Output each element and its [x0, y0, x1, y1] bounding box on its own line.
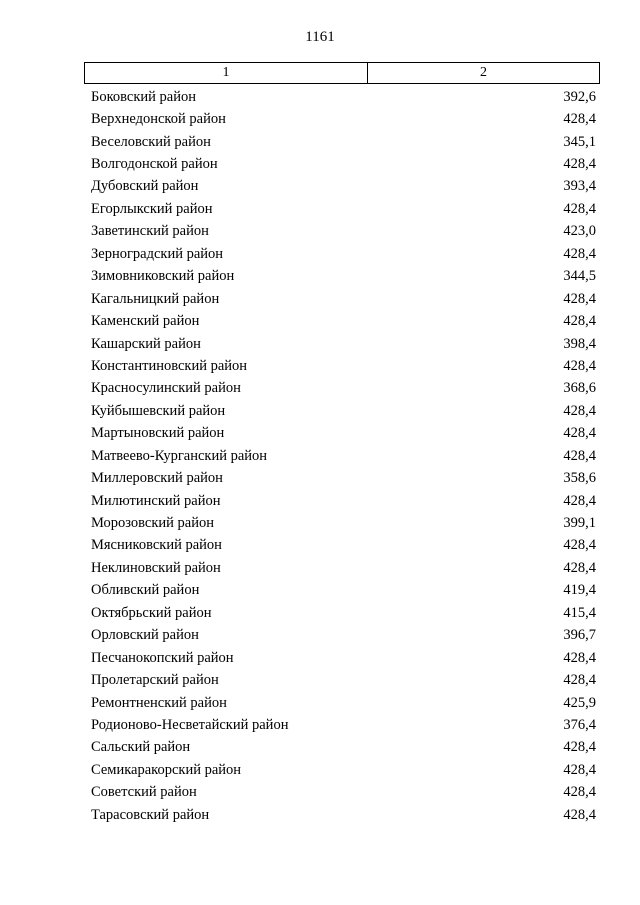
column-header-table	[84, 62, 600, 84]
district-value: 392,6	[563, 88, 596, 105]
table-row	[91, 198, 596, 220]
district-value: 345,1	[563, 133, 596, 150]
district-name: Заветинский район	[91, 223, 209, 240]
table-row	[91, 804, 596, 826]
district-value: 428,4	[563, 447, 596, 464]
district-name: Морозовский район	[91, 515, 215, 532]
column-header-2: 2	[368, 63, 600, 84]
district-value: 399,1	[563, 515, 596, 532]
table-row	[91, 535, 596, 557]
table-row	[91, 131, 596, 153]
table-row	[91, 759, 596, 781]
column-header-1: 1	[85, 63, 368, 84]
table-row	[91, 490, 596, 512]
district-value: 428,4	[563, 739, 596, 756]
district-value: 393,4	[563, 178, 596, 195]
district-name: Советский район	[91, 784, 197, 801]
district-value: 428,4	[563, 245, 596, 262]
district-value: 428,4	[563, 290, 596, 307]
table-row	[91, 625, 596, 647]
table-row	[91, 423, 596, 445]
district-name: Дубовский район	[91, 178, 199, 195]
district-name: Семикаракорский район	[91, 761, 242, 778]
district-value: 428,4	[563, 111, 596, 128]
table-row	[91, 445, 596, 467]
district-name: Сальский район	[91, 739, 191, 756]
district-name: Верхнедонской район	[91, 111, 226, 128]
district-name: Веселовский район	[91, 133, 211, 150]
table-row	[91, 266, 596, 288]
district-name: Константиновский район	[91, 357, 248, 374]
district-value: 396,7	[563, 627, 596, 644]
table-row	[91, 782, 596, 804]
district-name: Миллеровский район	[91, 470, 223, 487]
table-row	[91, 647, 596, 669]
district-value: 423,0	[563, 223, 596, 240]
table-row	[91, 669, 596, 691]
district-name: Песчанокопский район	[91, 649, 234, 666]
table-row	[91, 333, 596, 355]
table-row	[91, 288, 596, 310]
table-row	[91, 512, 596, 534]
district-name: Милютинский район	[91, 492, 221, 509]
district-name: Красносулинский район	[91, 380, 241, 397]
district-name: Ремонтненский район	[91, 694, 227, 711]
district-name: Орловский район	[91, 627, 199, 644]
district-value: 428,4	[563, 357, 596, 374]
district-value: 398,4	[563, 335, 596, 352]
table-row	[91, 310, 596, 332]
table-row	[91, 108, 596, 130]
district-name: Тарасовский район	[91, 806, 210, 823]
district-name: Боковский район	[91, 88, 196, 105]
table-row	[91, 602, 596, 624]
district-name: Пролетарский район	[91, 672, 219, 689]
district-value: 415,4	[563, 604, 596, 621]
table-row	[91, 221, 596, 243]
table-row	[91, 737, 596, 759]
district-name: Кагальницкий район	[91, 290, 220, 307]
district-name: Матвеево-Курганский район	[91, 447, 268, 464]
district-name: Зерноградский район	[91, 245, 224, 262]
table-row	[91, 714, 596, 736]
table-row	[91, 467, 596, 489]
district-name: Зимовниковский район	[91, 268, 235, 285]
table-row	[91, 557, 596, 579]
table-row	[91, 400, 596, 422]
table-row	[91, 692, 596, 714]
table-body	[91, 86, 596, 826]
district-name: Родионово-Несветайский район	[91, 716, 289, 733]
district-name: Мартыновский район	[91, 425, 225, 442]
district-name: Мясниковский район	[91, 537, 222, 554]
district-name: Кашарский район	[91, 335, 201, 352]
district-value: 428,4	[563, 784, 596, 801]
district-value: 376,4	[563, 716, 596, 733]
district-value: 428,4	[563, 761, 596, 778]
table-row	[91, 355, 596, 377]
district-value: 419,4	[563, 582, 596, 599]
district-value: 428,4	[563, 537, 596, 554]
district-value: 428,4	[563, 425, 596, 442]
district-value: 428,4	[563, 156, 596, 173]
district-value: 368,6	[563, 380, 596, 397]
district-value: 428,4	[563, 559, 596, 576]
district-value: 358,6	[563, 470, 596, 487]
page-number: 1161	[305, 29, 335, 45]
district-value: 428,4	[563, 313, 596, 330]
table-row	[91, 580, 596, 602]
district-name: Каменский район	[91, 313, 200, 330]
district-name: Егорлыкский район	[91, 200, 213, 217]
district-value: 428,4	[563, 492, 596, 509]
table-row	[91, 378, 596, 400]
district-value: 425,9	[563, 694, 596, 711]
table-row	[91, 243, 596, 265]
district-name: Куйбышевский район	[91, 402, 226, 419]
district-value: 428,4	[563, 806, 596, 823]
district-value: 428,4	[563, 649, 596, 666]
district-value: 344,5	[563, 268, 596, 285]
table-row	[91, 86, 596, 108]
district-value: 428,4	[563, 200, 596, 217]
table-row	[91, 176, 596, 198]
district-name: Октябрьский район	[91, 604, 212, 621]
district-name: Обливский район	[91, 582, 200, 599]
district-name: Неклиновский район	[91, 559, 221, 576]
table-row	[91, 153, 596, 175]
column-header-row	[85, 63, 600, 84]
district-value: 428,4	[563, 672, 596, 689]
district-name: Волгодонской район	[91, 156, 218, 173]
district-value: 428,4	[563, 402, 596, 419]
